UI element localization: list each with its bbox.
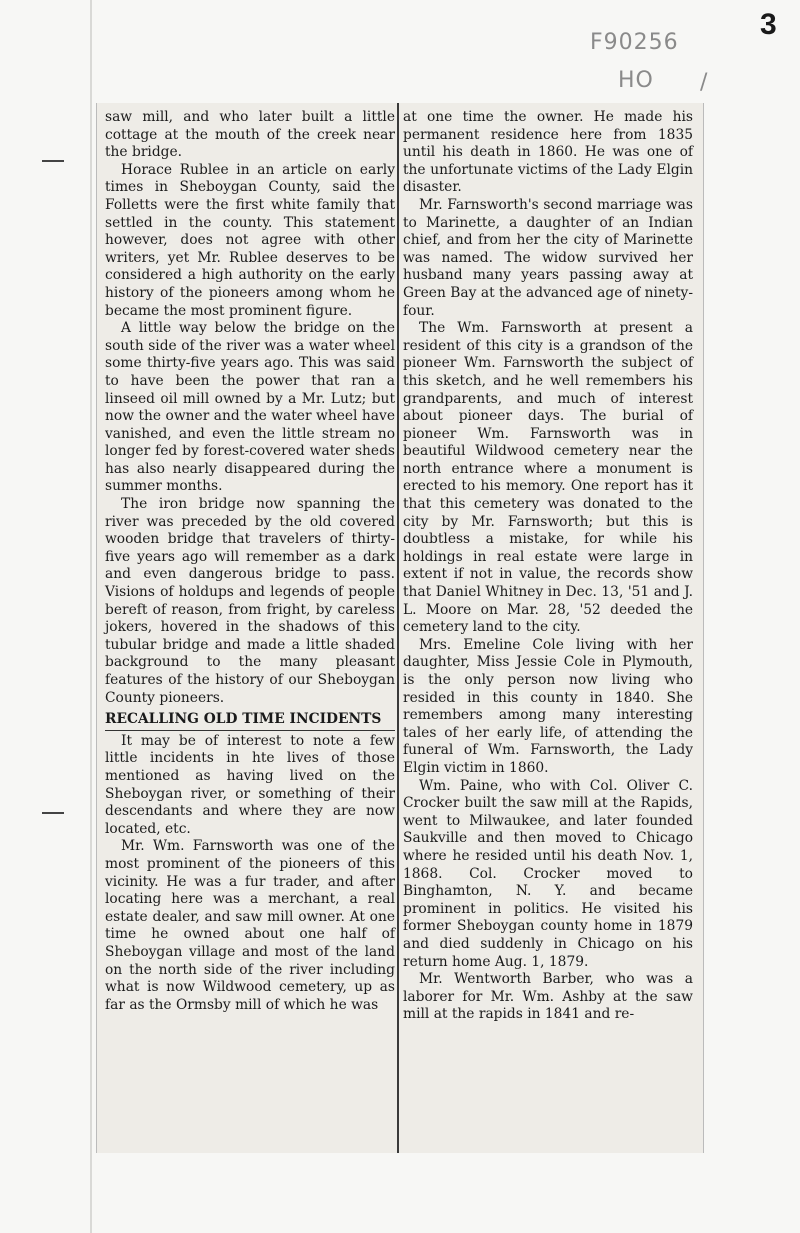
newspaper-clipping [96,103,704,1153]
paragraph: Mr. Farnsworth's second marriage was to Marinette, a daughter of an Indian chief, and from her the city of Marinette was named. The widow survived her husband many years passing away at Green Bay at the advanced age of ninety-four. [403,196,693,319]
paragraph: Mr. Wentworth Barber, who was a laborer for Mr. Wm. Ashby at the saw mill at the rapids in 1841 and re- [403,971,693,1023]
paragraph: It may be of interest to note a few little incidents in hte lives of those mentioned as having lived on the Sheboygan river, or something of their descendants and where they are now located, etc. [105,732,395,837]
pencil-tick: / [700,70,709,95]
paragraph: at one time the owner. He made his permanent residence here from 1835 until his death in 1860. He was one of the unfortunate victims of the Lady Elgin disaster. [403,109,693,196]
paragraph: The Wm. Farnsworth at present a resident of this city is a grandson of the pioneer Wm. Farnsworth the subject of this sketch, and he well remembers his grandparents, and much of interest about pioneer days. The burial of pioneer Wm. Farnsworth was in beautiful Wildwood cemetery near the north entrance where a monument is erected to his memory. One report has it that this cemetery was donated to the city by Mr. Farnsworth; but this is doubtless a mistake, for while his holdings in real estate were large in extent if not in value, the records show that Daniel Whitney in Dec. 13, '51 and J. L. Moore on Mar. 28, '52 deeded the cemetery land to the city. [403,320,693,636]
page-number: 3 [760,8,777,41]
paragraph: Mrs. Emeline Cole living with her daughter, Miss Jessie Cole in Plymouth, is the only person now living who resided in this county in 1840. She remembers among many interesting tales of her early life, of attending the funeral of Wm. Farnsworth, the Lady Elgin victim in 1860. [403,636,693,776]
pencil-catalog-id: F90256 [590,30,679,55]
margin-mark [42,812,64,814]
right-column [403,109,693,1024]
paragraph: A little way below the bridge on the south side of the river was a water wheel some thirty-five years ago. This was said to have been the power that ran a linseed oil mill owned by a Mr. Lutz; but now the owner and the water wheel have vanished, and even the little stream no longer fed by forest-covered water sheds has also nearly disappeared during the summer months. [105,320,395,495]
paragraph: Wm. Paine, who with Col. Oliver C. Crocker built the saw mill at the Rapids, went to Milwaukee, and later founded Saukville and then moved to Chicago where he resided until his death Nov. 1, 1868. Col. Crocker moved to Binghamton, N. Y. and became prominent in politics. He visited his former Sheboygan county home in 1879 and died suddenly in Chicago on his return home Aug. 1, 1879. [403,777,693,970]
left-column [105,109,395,1014]
margin-mark [42,160,64,162]
pencil-code: HO [618,68,654,93]
section-heading: RECALLING OLD TIME INCIDENTS [105,711,395,731]
page-edge-line [90,0,92,1233]
column-rule [397,103,399,1153]
paragraph: The iron bridge now spanning the river was preceded by the old covered wooden bridge that travelers of thirty-five years ago will remember as a dark and even dangerous bridge to pass. Visions of holdups and legends of people bereft of reason, from fright, by careless jokers, hovered in the shadows of this tubular bridge and made a little shaded background to the many pleasant features of the history of our Sheboygan County pioneers. [105,496,395,706]
paragraph: Horace Rublee in an article on early times in Sheboygan County, said the Folletts were the first white family that settled in the county. This statement however, does not agree with other writers, yet Mr. Rublee deserves to be considered a high authority on the early history of the pioneers among whom he became the most prominent figure. [105,161,395,319]
paragraph: saw mill, and who later built a little cottage at the mouth of the creek near the bridge. [105,109,395,161]
paragraph: Mr. Wm. Farnsworth was one of the most prominent of the pioneers of this vicinity. He was a fur trader, and after locating here was a merchant, a real estate dealer, and saw mill owner. At one time he owned about one half of Sheboygan village and most of the land on the north side of the river including what is now Wildwood cemetery, up as far as the Ormsby mill of which he was [105,838,395,1013]
